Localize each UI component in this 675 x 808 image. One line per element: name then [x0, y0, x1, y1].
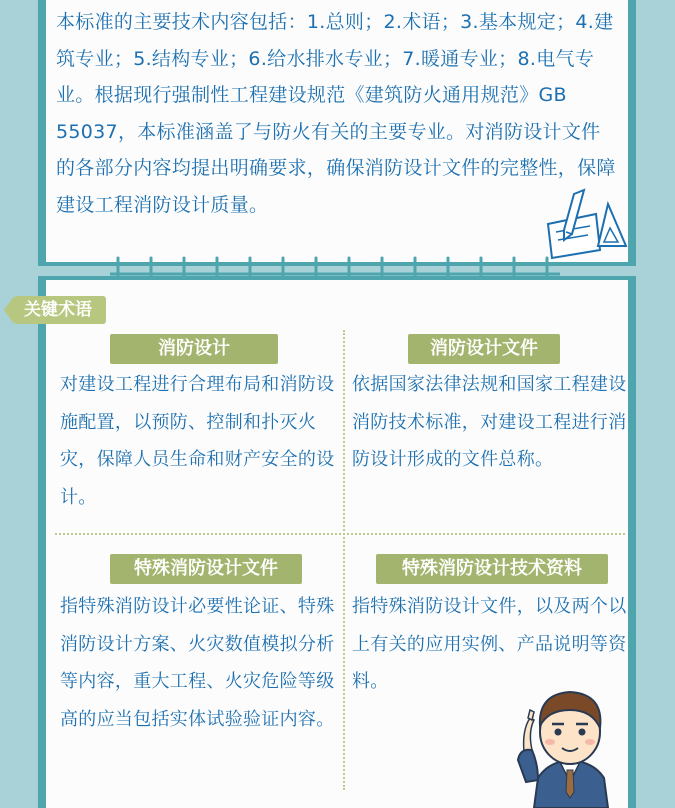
term-body-2: 依据国家法律法规和国家工程建设消防技术标准，对建设工程进行消防设计形成的文件总称。: [352, 374, 627, 470]
section-tag: 关键术语: [14, 296, 106, 324]
horizontal-divider: [55, 533, 625, 535]
term-title-3: 特殊消防设计文件: [110, 554, 302, 584]
thinking-man-icon: [508, 670, 633, 808]
term-title-1: 消防设计: [110, 334, 278, 364]
term-body-1: 对建设工程进行合理布局和消防设施配置，以预防、控制和扑灭火灾，保障人员生命和财产安全的设计。: [60, 374, 335, 508]
term-title-2: 消防设计文件: [408, 334, 560, 364]
term-body-4: 指特殊消防设计文件，以及两个以上有关的应用实例、产品说明等资料。: [352, 596, 627, 692]
pencil-ruler-icon: [538, 184, 634, 262]
term-title-4: 特殊消防设计技术资料: [376, 554, 608, 584]
intro-text: 本标准的主要技术内容包括：1.总则；2.术语；3.基本规定；4.建筑专业；5.结构专业；6.给水排水专业；7.暖通专业；8.电气专业。根据现行强制性工程建设规范《建筑防火通用规范》GB 55037，本标准涵盖了与防火有关的主要专业。对消防设计文件的各部分内容均提出明确要求，确保消防设计文件的完整性，保障建设工程消防设计质量。: [56, 11, 616, 216]
vertical-divider: [343, 330, 345, 790]
term-body-3: 指特殊消防设计必要性论证、特殊消防设计方案、火灾数值模拟分析等内容，重大工程、火灾危险等级高的应当包括实体试验验证内容。: [60, 596, 335, 730]
